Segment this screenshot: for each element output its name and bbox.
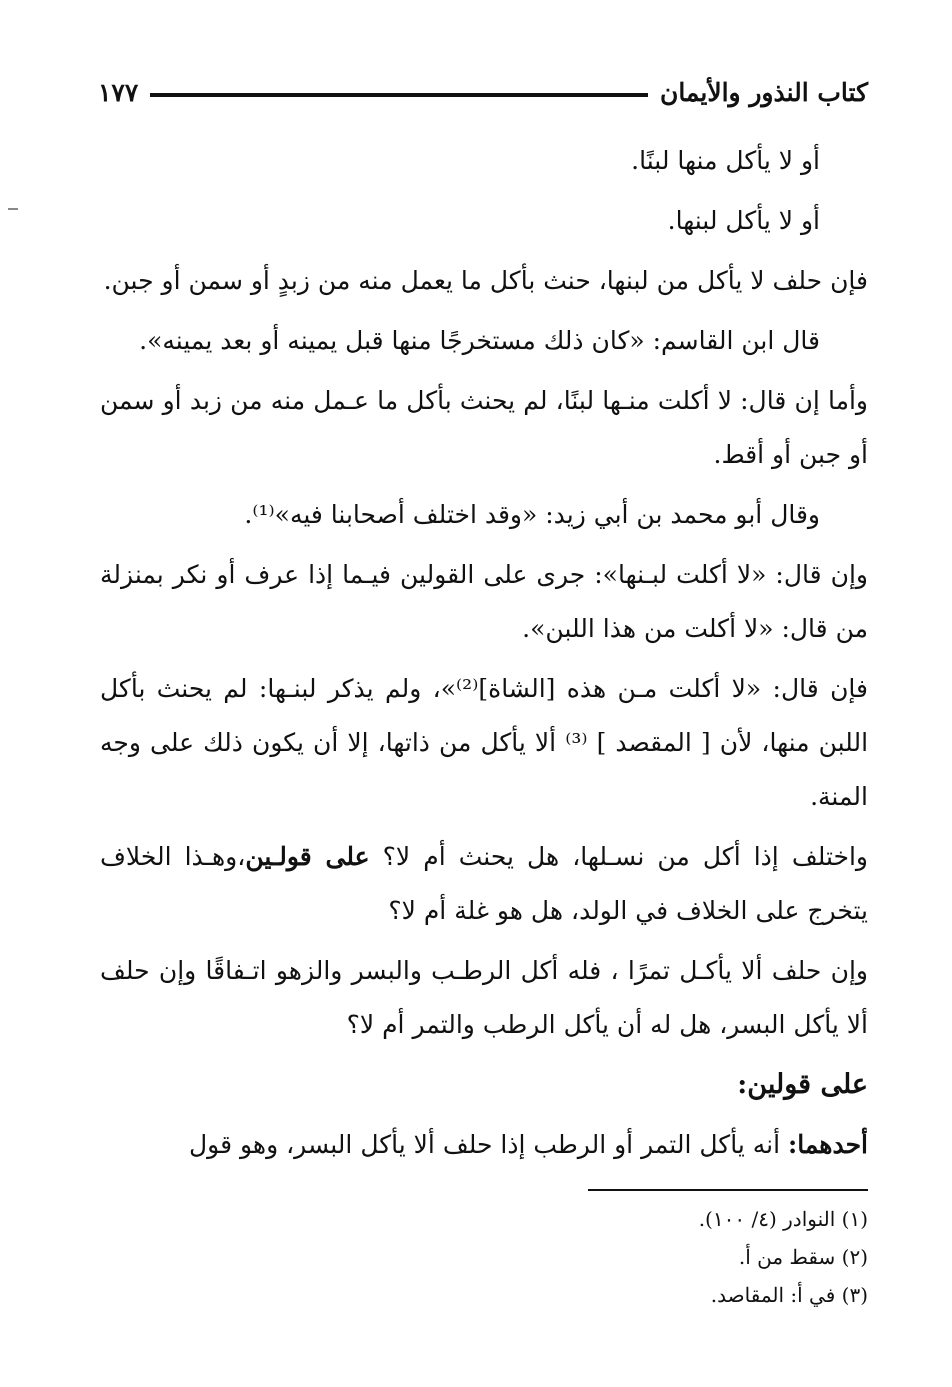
margin-mark	[8, 208, 18, 210]
header-rule	[150, 93, 648, 97]
paragraph-8: فإن قال: «لا أكلت مـن هذه [الشاة]⁽²⁾»، ولم يذكر لبنـها: لم يحنث بأكل اللبن منها، لأن [ المقصد ] ⁽³⁾ ألا يأكل من ذاتها، إلا أن يكون ذلك على وجه المنة.	[100, 674, 869, 811]
paragraph-11-text: أنه يأكل التمر أو الرطب إذا حلف ألا يأكل البسر، وهو قول	[189, 1130, 788, 1159]
running-header	[98, 72, 868, 112]
subheading: على قولين:	[737, 1069, 868, 1100]
page-number: ١٧٧	[98, 77, 139, 107]
header-title: كتاب النذور والأيمان	[659, 77, 868, 107]
paragraph-6: وقال أبو محمد بن أبي زيد: «وقد اختلف أصحابنا فيه»⁽¹⁾.	[244, 500, 820, 529]
body-text	[100, 134, 868, 1178]
paragraph-9-bold: على قولـين	[245, 842, 370, 871]
paragraph-9	[100, 830, 868, 938]
footnote-1: (١) النوادر (٤/ ١٠٠).	[698, 1207, 868, 1231]
paragraph-11-label: أحدهما:	[787, 1130, 868, 1159]
paragraph-2: أو لا يأكل لبنها.	[667, 206, 820, 235]
footnote-rule	[588, 1189, 868, 1191]
paragraph-9-end: ،وهـذا الخلاف يتخرج على الخلاف في الولد، هل هو غلة أم لا؟	[100, 842, 868, 925]
paragraph-5: وأما إن قال: لا أكلت منـها لبنًا، لم يحنث بأكل ما عـمل منه من زبد أو سمن أو جبن أو أقط.	[100, 386, 868, 469]
footnote-3: (٣) في أ: المقاصد.	[710, 1283, 868, 1307]
paragraph-11	[100, 1118, 868, 1172]
paragraph-4: قال ابن القاسم: «كان ذلك مستخرجًا منها قبل يمينه أو بعد يمينه».	[139, 326, 820, 355]
paragraph-9-start: واختلف إذا أكل من نسـلها، هل يحنث أم لا؟	[369, 842, 868, 871]
paragraph-3: فإن حلف لا يأكل من لبنها، حنث بأكل ما يعمل منه من زبدٍ أو سمن أو جبن.	[103, 266, 868, 295]
footnotes	[400, 1200, 868, 1314]
footnote-2: (٢) سقط من أ.	[738, 1245, 868, 1269]
paragraph-1: أو لا يأكل منها لبنًا.	[631, 146, 820, 175]
paragraph-7: وإن قال: «لا أكلت لبـنها»: جرى على القولين فيـما إذا عرف أو نكر بمنزلة من قال: «لا أكلت من هذا اللبن».	[100, 560, 868, 643]
paragraph-10: وإن حلف ألا يأكـل تمرًا ، فله أكل الرطـب والبسر والزهو اتـفاقًا وإن حلف ألا يأكل البسر، هل له أن يأكل الرطب والتمر أم لا؟	[100, 956, 868, 1039]
